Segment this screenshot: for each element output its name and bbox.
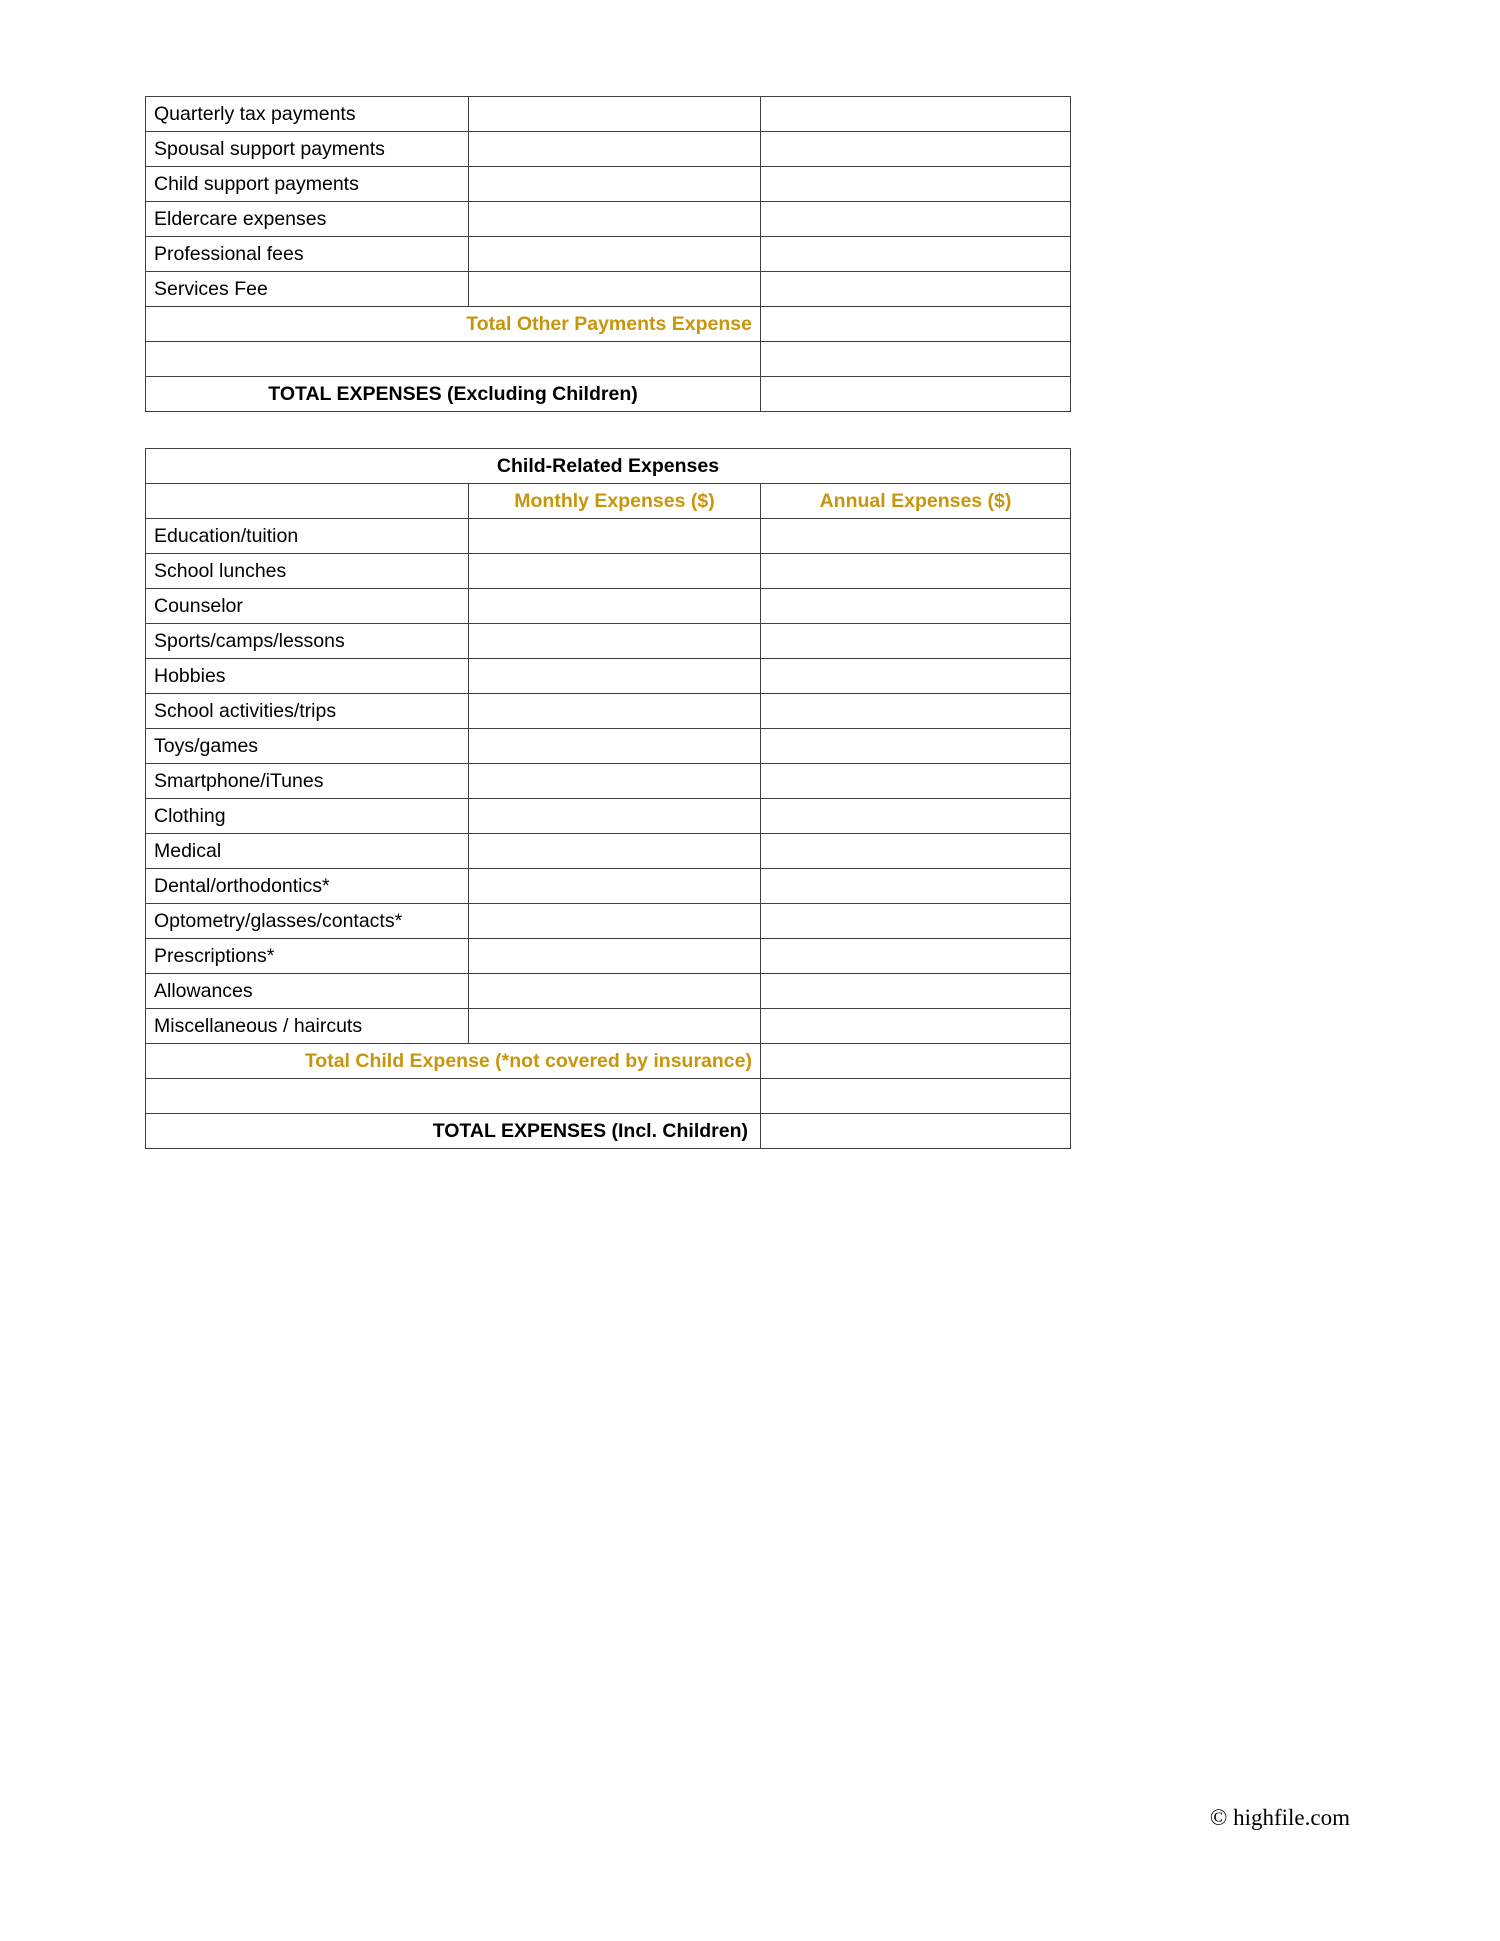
subtotal-value-cell[interactable] xyxy=(761,307,1071,342)
table-row xyxy=(146,97,1071,132)
monthly-cell[interactable] xyxy=(469,694,761,729)
annual-cell[interactable] xyxy=(761,939,1071,974)
annual-cell[interactable] xyxy=(761,202,1071,237)
monthly-cell[interactable] xyxy=(469,167,761,202)
subtotal-label: Total Other Payments Expense xyxy=(146,307,761,342)
table-row xyxy=(146,939,1071,974)
child-table-title: Child-Related Expenses xyxy=(146,449,1071,484)
table-spacer xyxy=(145,412,1070,448)
row-label: Miscellaneous / haircuts xyxy=(146,1009,469,1044)
monthly-cell[interactable] xyxy=(469,764,761,799)
annual-cell[interactable] xyxy=(761,519,1071,554)
row-label: Prescriptions* xyxy=(146,939,469,974)
child-table-banner-row xyxy=(146,449,1071,484)
table-row xyxy=(146,624,1071,659)
spacer-left-cell xyxy=(146,1079,761,1114)
annual-cell[interactable] xyxy=(761,729,1071,764)
table-row xyxy=(146,869,1071,904)
footer-credit: © highfile.com xyxy=(1209,1805,1350,1830)
grand-total-label: TOTAL EXPENSES (Excluding Children) xyxy=(146,377,761,412)
table-row xyxy=(146,729,1071,764)
annual-cell[interactable] xyxy=(761,659,1071,694)
table-row xyxy=(146,834,1071,869)
annual-cell[interactable] xyxy=(761,764,1071,799)
row-label: Services Fee xyxy=(146,272,469,307)
spacer-row xyxy=(146,342,1071,377)
spacer-right-cell[interactable] xyxy=(761,342,1071,377)
other-payments-table xyxy=(145,96,1071,412)
table-row xyxy=(146,694,1071,729)
monthly-cell[interactable] xyxy=(469,1009,761,1044)
table-row xyxy=(146,554,1071,589)
annual-cell[interactable] xyxy=(761,834,1071,869)
column-header-monthly: Monthly Expenses ($) xyxy=(469,484,761,519)
spacer-left-cell xyxy=(146,342,761,377)
row-label: Eldercare expenses xyxy=(146,202,469,237)
grand-total-value-cell[interactable] xyxy=(761,377,1071,412)
table-row xyxy=(146,589,1071,624)
monthly-cell[interactable] xyxy=(469,659,761,694)
table-row xyxy=(146,272,1071,307)
annual-cell[interactable] xyxy=(761,974,1071,1009)
row-label: Allowances xyxy=(146,974,469,1009)
row-label: Dental/orthodontics* xyxy=(146,869,469,904)
row-label: Spousal support payments xyxy=(146,132,469,167)
row-label: School activities/trips xyxy=(146,694,469,729)
table-row xyxy=(146,764,1071,799)
monthly-cell[interactable] xyxy=(469,237,761,272)
monthly-cell[interactable] xyxy=(469,202,761,237)
spacer-right-cell[interactable] xyxy=(761,1079,1071,1114)
row-label: Clothing xyxy=(146,799,469,834)
row-label: School lunches xyxy=(146,554,469,589)
row-label: Professional fees xyxy=(146,237,469,272)
table-row xyxy=(146,974,1071,1009)
child-expenses-body xyxy=(146,449,1071,1149)
annual-cell[interactable] xyxy=(761,132,1071,167)
subtotal-row-child-expense xyxy=(146,1044,1071,1079)
monthly-cell[interactable] xyxy=(469,519,761,554)
annual-cell[interactable] xyxy=(761,904,1071,939)
row-label: Smartphone/iTunes xyxy=(146,764,469,799)
monthly-cell[interactable] xyxy=(469,272,761,307)
table-row xyxy=(146,202,1071,237)
annual-cell[interactable] xyxy=(761,272,1071,307)
monthly-cell[interactable] xyxy=(469,624,761,659)
table-row xyxy=(146,799,1071,834)
row-label: Sports/camps/lessons xyxy=(146,624,469,659)
table-row xyxy=(146,904,1071,939)
annual-cell[interactable] xyxy=(761,237,1071,272)
table-row xyxy=(146,1009,1071,1044)
row-label: Child support payments xyxy=(146,167,469,202)
table-row xyxy=(146,659,1071,694)
row-label: Optometry/glasses/contacts* xyxy=(146,904,469,939)
grand-total-row-incl-children xyxy=(146,1114,1071,1149)
monthly-cell[interactable] xyxy=(469,799,761,834)
grand-total-row-excluding-children xyxy=(146,377,1071,412)
monthly-cell[interactable] xyxy=(469,939,761,974)
table-row xyxy=(146,519,1071,554)
grand-total-label: TOTAL EXPENSES (Incl. Children) xyxy=(146,1114,761,1149)
row-label: Medical xyxy=(146,834,469,869)
subtotal-row-other-payments xyxy=(146,307,1071,342)
monthly-cell[interactable] xyxy=(469,97,761,132)
monthly-cell[interactable] xyxy=(469,589,761,624)
monthly-cell[interactable] xyxy=(469,904,761,939)
child-related-expenses-table xyxy=(145,448,1071,1149)
column-header-label xyxy=(146,484,469,519)
grand-total-value-cell[interactable] xyxy=(761,1114,1071,1149)
annual-cell[interactable] xyxy=(761,167,1071,202)
child-table-header-row xyxy=(146,484,1071,519)
row-label: Quarterly tax payments xyxy=(146,97,469,132)
monthly-cell[interactable] xyxy=(469,869,761,904)
annual-cell[interactable] xyxy=(761,1009,1071,1044)
monthly-cell[interactable] xyxy=(469,132,761,167)
row-label: Toys/games xyxy=(146,729,469,764)
row-label: Hobbies xyxy=(146,659,469,694)
table-row xyxy=(146,132,1071,167)
annual-cell[interactable] xyxy=(761,869,1071,904)
annual-cell[interactable] xyxy=(761,589,1071,624)
table-row xyxy=(146,237,1071,272)
other-payments-body xyxy=(146,97,1071,412)
subtotal-label: Total Child Expense (*not covered by insurance) xyxy=(146,1044,761,1079)
annual-cell[interactable] xyxy=(761,624,1071,659)
column-header-annual: Annual Expenses ($) xyxy=(761,484,1071,519)
monthly-cell[interactable] xyxy=(469,554,761,589)
expense-worksheet xyxy=(145,96,1070,1149)
annual-cell[interactable] xyxy=(761,97,1071,132)
annual-cell[interactable] xyxy=(761,554,1071,589)
subtotal-value-cell[interactable] xyxy=(761,1044,1071,1079)
spacer-row xyxy=(146,1079,1071,1114)
monthly-cell[interactable] xyxy=(469,834,761,869)
row-label: Education/tuition xyxy=(146,519,469,554)
monthly-cell[interactable] xyxy=(469,974,761,1009)
annual-cell[interactable] xyxy=(761,799,1071,834)
monthly-cell[interactable] xyxy=(469,729,761,764)
row-label: Counselor xyxy=(146,589,469,624)
table-row xyxy=(146,167,1071,202)
annual-cell[interactable] xyxy=(761,694,1071,729)
